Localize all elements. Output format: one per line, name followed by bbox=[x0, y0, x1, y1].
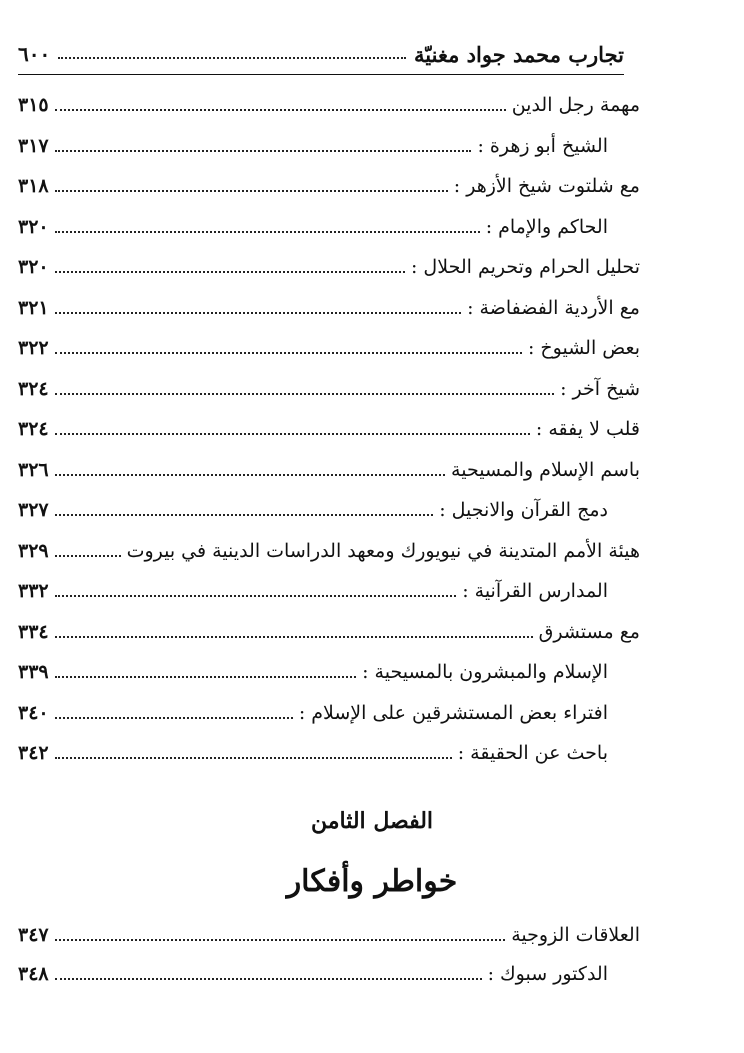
toc-entry bbox=[18, 655, 608, 689]
toc-entry-title: مع مستشرق bbox=[538, 620, 640, 643]
toc-entry bbox=[18, 574, 608, 608]
toc-entry bbox=[18, 493, 608, 527]
toc-entry-page: ٣٢٠ bbox=[18, 215, 49, 238]
toc-entry-page: ٣٢٧ bbox=[18, 499, 49, 521]
toc-entry bbox=[18, 736, 608, 770]
leader-dots bbox=[55, 433, 530, 435]
toc-entry-page: ٣٢٠ bbox=[18, 256, 49, 278]
leader-dots bbox=[55, 312, 461, 314]
toc-entry-page: ٣٢٩ bbox=[18, 539, 49, 562]
leader-dots bbox=[55, 150, 472, 152]
leader-dots bbox=[55, 717, 293, 719]
toc-entry bbox=[18, 372, 640, 406]
toc-entry-title: الدكتور سبوك : bbox=[487, 963, 608, 985]
leader-dots bbox=[55, 757, 452, 759]
leader-dots bbox=[55, 474, 445, 476]
toc-entry-title: بعض الشيوخ : bbox=[527, 337, 640, 359]
leader-dots bbox=[55, 190, 448, 192]
toc-entry bbox=[18, 169, 640, 203]
running-header bbox=[18, 34, 624, 75]
toc-entry bbox=[18, 957, 608, 991]
toc-entry-title: الإسلام والمبشرون بالمسيحية : bbox=[362, 661, 608, 683]
leader-dots bbox=[55, 352, 522, 354]
toc-entry-title: العلاقات الزوجية bbox=[511, 924, 640, 946]
toc-entry-page: ٣٢٤ bbox=[18, 418, 49, 440]
toc-entry-title: مهمة رجل الدين bbox=[511, 94, 640, 116]
chapter-title: خواطر وأفكار bbox=[286, 864, 458, 899]
toc-entry-title: شيخ آخر : bbox=[560, 377, 640, 400]
leader-dots bbox=[55, 231, 480, 233]
toc-entry bbox=[18, 291, 640, 325]
toc-entry-title: تحليل الحرام وتحريم الحلال : bbox=[410, 256, 640, 278]
toc-entry bbox=[18, 129, 608, 163]
toc-entry-title: باحث عن الحقيقة : bbox=[457, 742, 608, 764]
toc-entry bbox=[18, 615, 640, 649]
leader-dots bbox=[55, 109, 506, 111]
toc-entry-page: ٣١٧ bbox=[18, 134, 49, 157]
toc-entry-title: قلب لا يفقه : bbox=[535, 418, 640, 440]
toc-entry-title: المدارس القرآنية : bbox=[462, 580, 608, 602]
toc-entry-title: باسم الإسلام والمسيحية bbox=[451, 458, 640, 481]
toc-entry-page: ٣١٥ bbox=[18, 94, 49, 116]
leader-dots bbox=[55, 393, 554, 395]
toc-entry-title: مع شلتوت شيخ الأزهر : bbox=[453, 175, 640, 197]
toc-entry bbox=[18, 534, 640, 568]
toc-entry-page: ٣٢٢ bbox=[18, 337, 49, 359]
toc-entry-page: ٣٢١ bbox=[18, 296, 49, 319]
toc-entry-page: ٣٣٢ bbox=[18, 580, 49, 602]
toc-entry-title: مع الأردية الفضفاضة : bbox=[467, 296, 640, 319]
leader-dots bbox=[55, 514, 434, 516]
leader-dots bbox=[55, 636, 533, 638]
toc-entry-page: ٣٤٠ bbox=[18, 701, 49, 724]
toc-entry-page: ٣٢٦ bbox=[18, 458, 49, 481]
leader-dots bbox=[55, 676, 356, 678]
header-leader-dots bbox=[58, 57, 406, 59]
toc-entry-page: ٣١٨ bbox=[18, 175, 49, 197]
leader-dots bbox=[55, 978, 482, 980]
toc-entry bbox=[18, 696, 608, 730]
leader-dots bbox=[55, 271, 405, 273]
toc-entry-page: ٣٤٨ bbox=[18, 963, 49, 985]
toc-entry-title: الشيخ أبو زهرة : bbox=[477, 134, 608, 157]
leader-dots bbox=[55, 555, 121, 557]
chapter-label: الفصل الثامن bbox=[310, 808, 434, 834]
toc-entry-title: دمج القرآن والانجيل : bbox=[439, 499, 608, 521]
toc-entry bbox=[18, 210, 608, 244]
toc-entry-page: ٣٢٤ bbox=[18, 377, 49, 400]
toc-entry-page: ٣٣٤ bbox=[18, 620, 49, 643]
leader-dots bbox=[55, 595, 457, 597]
toc-entry-page: ٣٤٧ bbox=[18, 924, 49, 946]
book-title: تجارب محمد جواد مغنيّة bbox=[414, 41, 624, 67]
toc-entry-page: ٣٤٢ bbox=[18, 742, 49, 764]
toc-entry bbox=[18, 453, 640, 487]
toc-entry-title: الحاكم والإمام : bbox=[485, 215, 608, 238]
toc-entry bbox=[18, 331, 640, 365]
page-number: ٦٠٠ bbox=[18, 42, 51, 66]
toc-entry bbox=[18, 412, 640, 446]
toc-entry bbox=[18, 88, 640, 122]
toc-entry bbox=[18, 250, 640, 284]
toc-entry-title: افتراء بعض المستشرقين على الإسلام : bbox=[298, 701, 608, 724]
leader-dots bbox=[55, 939, 506, 941]
toc-entry-page: ٣٣٩ bbox=[18, 661, 49, 683]
toc-entry-title: هيئة الأمم المتدينة في نيويورك ومعهد الدراسات الدينية في بيروت bbox=[126, 539, 640, 562]
toc-entry bbox=[18, 918, 640, 952]
